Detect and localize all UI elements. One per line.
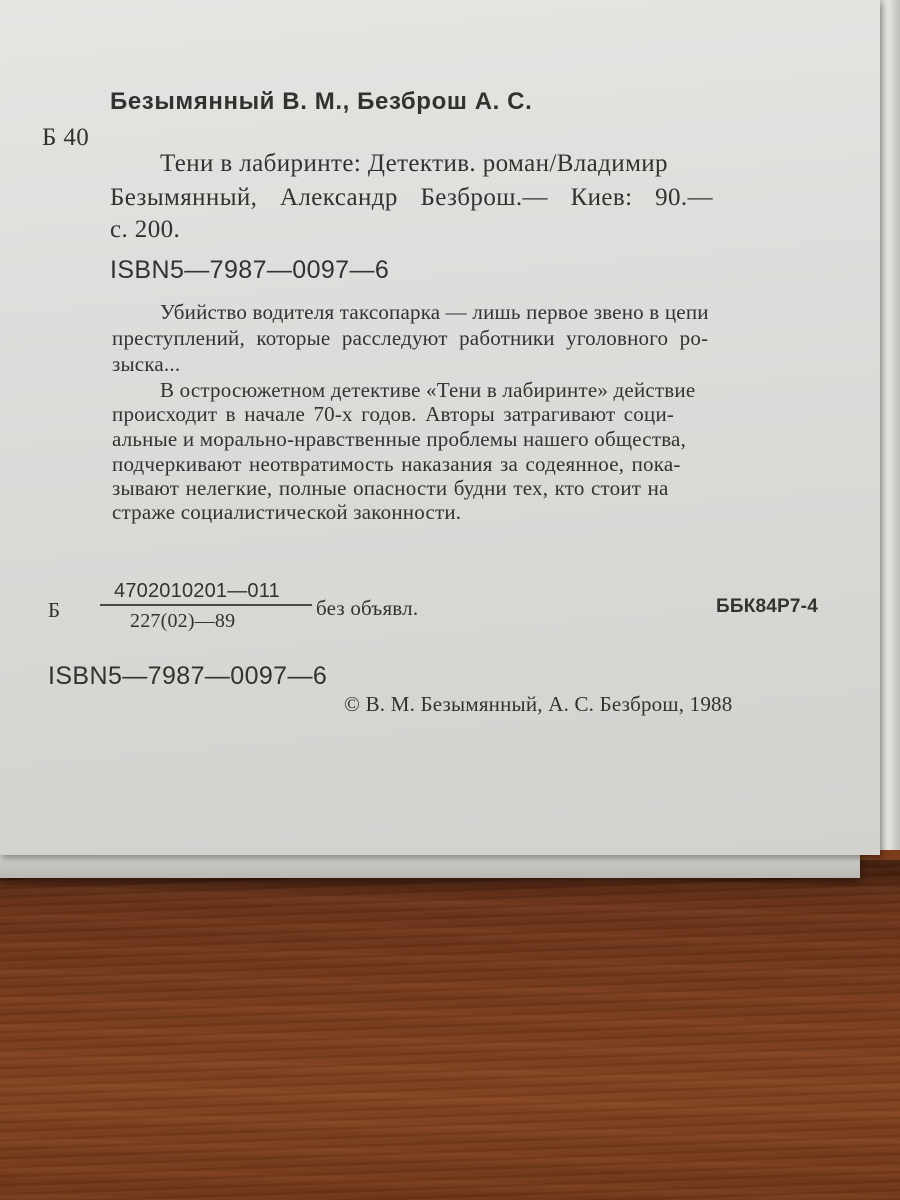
annotation-line-1: Убийство водителя таксопарка — лишь первое звено в цепи: [160, 300, 709, 324]
bbk-code: ББК84Р7-4: [716, 596, 818, 617]
index-letter: Б: [48, 598, 61, 622]
index-denominator: 227(02)—89: [130, 610, 236, 632]
isbn-bottom: ISBN5—7987—0097—6: [48, 662, 328, 690]
fraction-bar: [100, 604, 312, 606]
title-line-3: с. 200.: [110, 216, 181, 243]
annotation-line-6: альные и морально-нравственные проблемы нашего общества,: [112, 427, 687, 451]
wooden-table: [0, 860, 900, 1200]
page-stack-edge: [878, 0, 900, 850]
annotation-line-8: зывают нелегкие, полные опасности будни тех, кто стоит на: [112, 476, 669, 500]
index-numerator: 4702010201—011: [114, 580, 280, 602]
annotation-line-5: происходит в начале 70-х годов. Авторы затрагивают соци-: [112, 402, 675, 426]
title-line-1: Тени в лабиринте: Детектив. роман/Владимир: [160, 150, 668, 177]
annotation-line-3: зыска...: [112, 352, 181, 376]
authors-heading: Безымянный В. М., Безброш А. С.: [110, 88, 533, 115]
catalog-code: Б 40: [42, 124, 90, 151]
annotation-line-4: В остросюжетном детективе «Тени в лабиринте» действие: [160, 378, 696, 402]
price-note: без объявл.: [316, 596, 419, 620]
isbn-top: ISBN5—7987—0097—6: [110, 256, 390, 284]
copyright-line: © В. М. Безымянный, А. С. Безброш, 1988: [344, 692, 733, 716]
annotation-line-7: подчеркивают неотвратимость наказания за содеянное, пока-: [112, 452, 681, 476]
annotation-line-9: страже социалистической законности.: [112, 500, 462, 524]
annotation-line-2: преступлений, которые расследуют работники уголовного ро-: [112, 326, 709, 350]
title-line-2: Безымянный, Александр Безброш.— Киев: 90.—: [110, 184, 713, 211]
